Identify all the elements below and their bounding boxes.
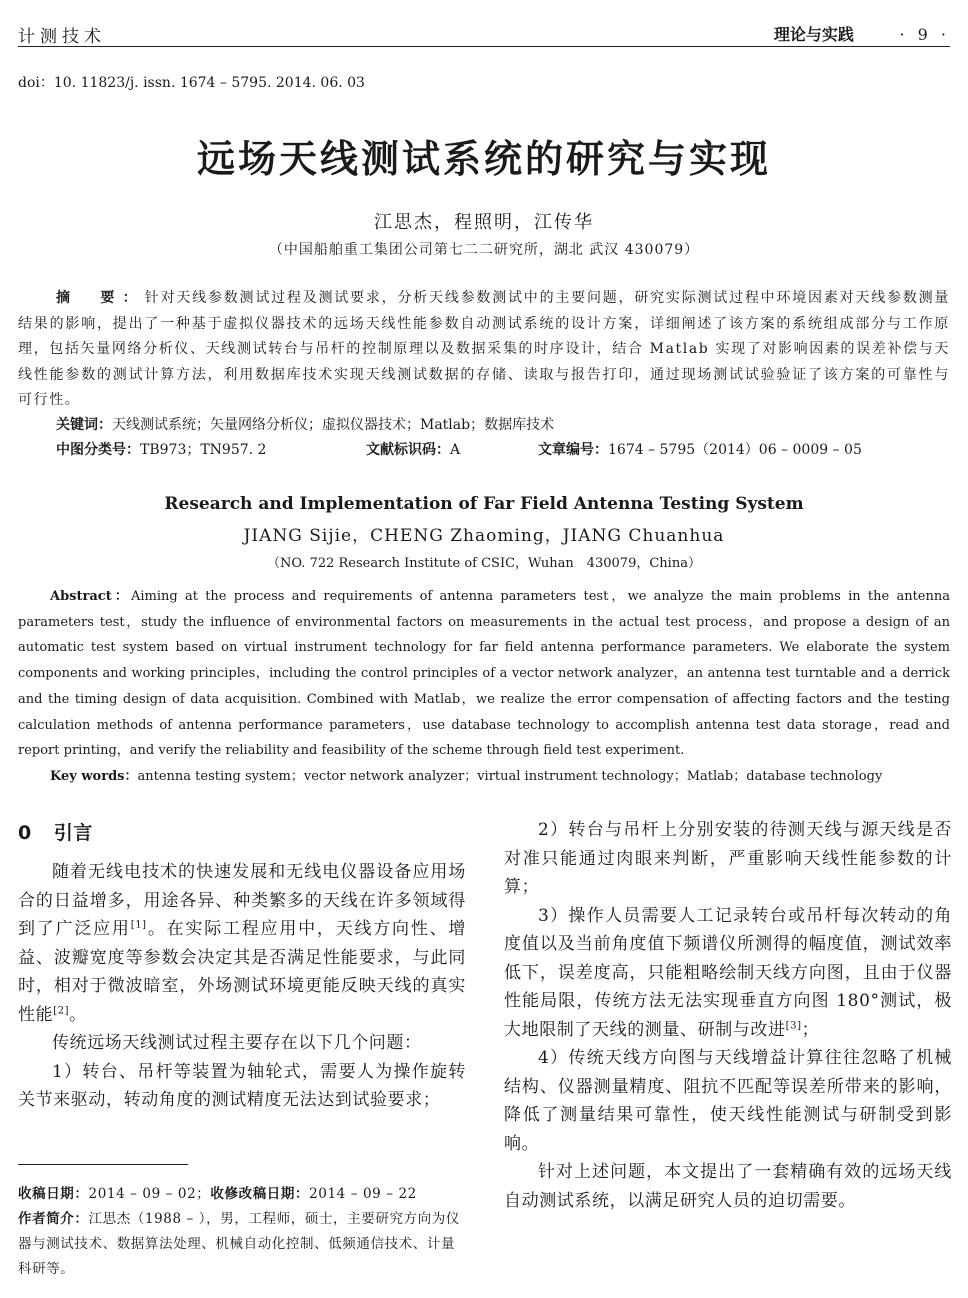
paragraph-text: 。在实际工程应用中，天线方向性、增益、波瓣宽度等参数会决定其是否满足性能要求，与此同时，相对于微波暗室，外场测试环境更能反映天线的真实性能 xyxy=(18,919,466,1025)
paragraph-text: 随着无线电技术的快速发展和无线电仪器设备应用场合的日益增多，用途各异、种类繁多的天线在许多领域得到了广泛应用 xyxy=(18,862,466,939)
received-dates xyxy=(18,1182,468,1207)
section-title: 引言 xyxy=(53,822,94,844)
abstract-en-label: Abstract： xyxy=(50,589,131,604)
keywords-en-text: antenna testing system；vector network analyzer；virtual instrument technology；Matlab；database technology xyxy=(137,769,883,784)
paper-title-cn: 远场天线测试系统的研究与实现 xyxy=(196,137,771,181)
journal-name: 计测技术 xyxy=(18,27,106,47)
clc-label: 中图分类号： xyxy=(56,442,140,458)
author-bio-text: 江思杰（1988 – ），男，工程师，硕士，主要研究方向为仪器与测试技术、数据算法处理、机械自动化控制、低频通信技术、计量科研等。 xyxy=(18,1211,460,1277)
section-name: 理论与实践 xyxy=(773,25,854,44)
paragraph-text: 3）操作人员需要人工记录转台或吊杆每次转动的角度值以及当前角度值下频谱仪所测得的幅度值，测试效率低下，误差度高，只能粗略绘制天线方向图，且由于仪器性能局限，传统方法无法实现垂直方向图 180°测试，极大地限制了天线的测量、研制与改进 xyxy=(504,905,952,1040)
revised-label: 收修改稿日期： xyxy=(210,1186,310,1202)
paragraph: 2）转台与吊杆上分别安装的待测天线与源天线是否对准只能通过肉眼来判断，严重影响天线性能参数的计算； xyxy=(504,820,952,897)
section-label xyxy=(774,22,950,45)
received-label: 收稿日期： xyxy=(18,1186,89,1202)
revised-value: 2014 – 09 – 22 xyxy=(309,1186,417,1202)
affiliation-cn: （中国船舶重工集团公司第七二二研究所，湖北 武汉 430079） xyxy=(268,242,700,258)
author-bio xyxy=(18,1207,468,1282)
abstract-en xyxy=(18,584,950,764)
running-header xyxy=(18,20,950,47)
page-number: · 9 · xyxy=(899,25,950,44)
footnote xyxy=(18,1182,468,1282)
author-bio-label: 作者简介： xyxy=(18,1211,89,1227)
paragraph xyxy=(18,858,466,1029)
paragraph: 传统远场天线测试过程主要存在以下几个问题： xyxy=(52,1033,422,1053)
paragraph xyxy=(504,902,952,1045)
clc-value: TB973；TN957. 2 xyxy=(140,442,267,458)
citation: [2] xyxy=(53,1004,70,1016)
paper-title-en: Research and Implementation of Far Field Antenna Testing System xyxy=(164,494,804,514)
paragraph-text: ； xyxy=(801,1019,820,1040)
paragraph: 4）传统天线方向图与天线增益计算往往忽略了机械结构、仪器测量精度、阻抗不匹配等误差所带来的影响，降低了测量结果可靠性，使天线性能测试与研制受到影响。 xyxy=(504,1048,952,1154)
citation: [1] xyxy=(130,919,147,931)
authors-cn: 江思杰，程照明，江传华 xyxy=(374,212,594,233)
article-number-value: 1674 – 5795（2014）06 – 0009 – 05 xyxy=(608,442,862,458)
doi: doi：10. 11823/j. issn. 1674 – 5795. 2014. 06. 03 xyxy=(18,75,365,91)
authors-en: JIANG Sijie，CHENG Zhaoming，JIANG Chuanhua xyxy=(243,526,725,546)
section-heading xyxy=(18,816,466,850)
keywords-cn-text: 天线测试系统；矢量网络分析仪；虚拟仪器技术；Matlab；数据库技术 xyxy=(112,417,555,433)
abstract-cn-label: 摘 要： xyxy=(56,290,145,306)
citation: [3] xyxy=(785,1019,802,1031)
received-value: 2014 – 09 – 02； xyxy=(88,1186,211,1202)
keywords-en xyxy=(18,764,950,790)
doc-code-label: 文献标识码： xyxy=(366,442,450,458)
body-column-left xyxy=(18,816,466,1115)
keywords-cn xyxy=(18,413,950,439)
section-number: 0 xyxy=(18,822,32,844)
article-number xyxy=(538,438,862,464)
abstract-en-text: Aiming at the process and requirements of antenna parameters test，we analyze the main problems in the antenna parameters test，study the influence of environmental factors on measurements in the actual test process，and propose a design of an automatic test system based on virtual instrument technology for far field antenna performance parameters. We elaborate the system components and working principles，including the control principles of a vector network analyzer，an antenna test turntable and a derrick and the timing design of data acquisition. Combined with Matlab，we realize the error compensation of affecting factors and the testing calculation methods of antenna performance parameters，use database technology to accomplish antenna test data storage，read and report printing，and verify the reliability and feasibility of the scheme through field test experiment. xyxy=(18,589,950,759)
abstract-cn-text: 针对天线参数测试过程及测试要求，分析天线参数测试中的主要问题，研究实际测试过程中环境因素对天线参数测量结果的影响，提出了一种基于虚拟仪器技术的远场天线性能参数自动测试系统的设计方案，详细阐述了该方案的系统组成部分与工作原理，包括矢量网络分析仪、天线测试转台与吊杆的控制原理以及数据采集的时序设计，结合 Matlab 实现了对影响因素的误差补偿与天线性能参数的测试计算方法，利用数据库技术实现天线测试数据的存储、读取与报告打印，通过现场测试试验验证了该方案的可靠性与可行性。 xyxy=(18,290,950,408)
doc-code-value: A xyxy=(450,442,461,458)
paragraph-text: 。 xyxy=(69,1004,87,1025)
keywords-en-label: Key words： xyxy=(50,769,138,784)
clc-number xyxy=(56,438,266,464)
body-column-right xyxy=(504,816,952,1215)
paragraph: 针对上述问题，本文提出了一套精确有效的远场天线自动测试系统，以满足研究人员的迫切需要。 xyxy=(504,1162,952,1211)
abstract-cn xyxy=(18,286,950,414)
affiliation-en: （NO. 722 Research Institute of CSIC，Wuhan 430079，China） xyxy=(267,556,701,571)
document-code xyxy=(366,438,460,464)
article-number-label: 文章编号： xyxy=(538,442,608,458)
keywords-cn-label: 关键词： xyxy=(56,417,112,433)
paragraph: 1）转台、吊杆等装置为轴轮式，需要人为操作旋转关节来驱动，转动角度的测试精度无法达到试验要求； xyxy=(18,1061,466,1110)
footnote-divider xyxy=(18,1164,188,1165)
